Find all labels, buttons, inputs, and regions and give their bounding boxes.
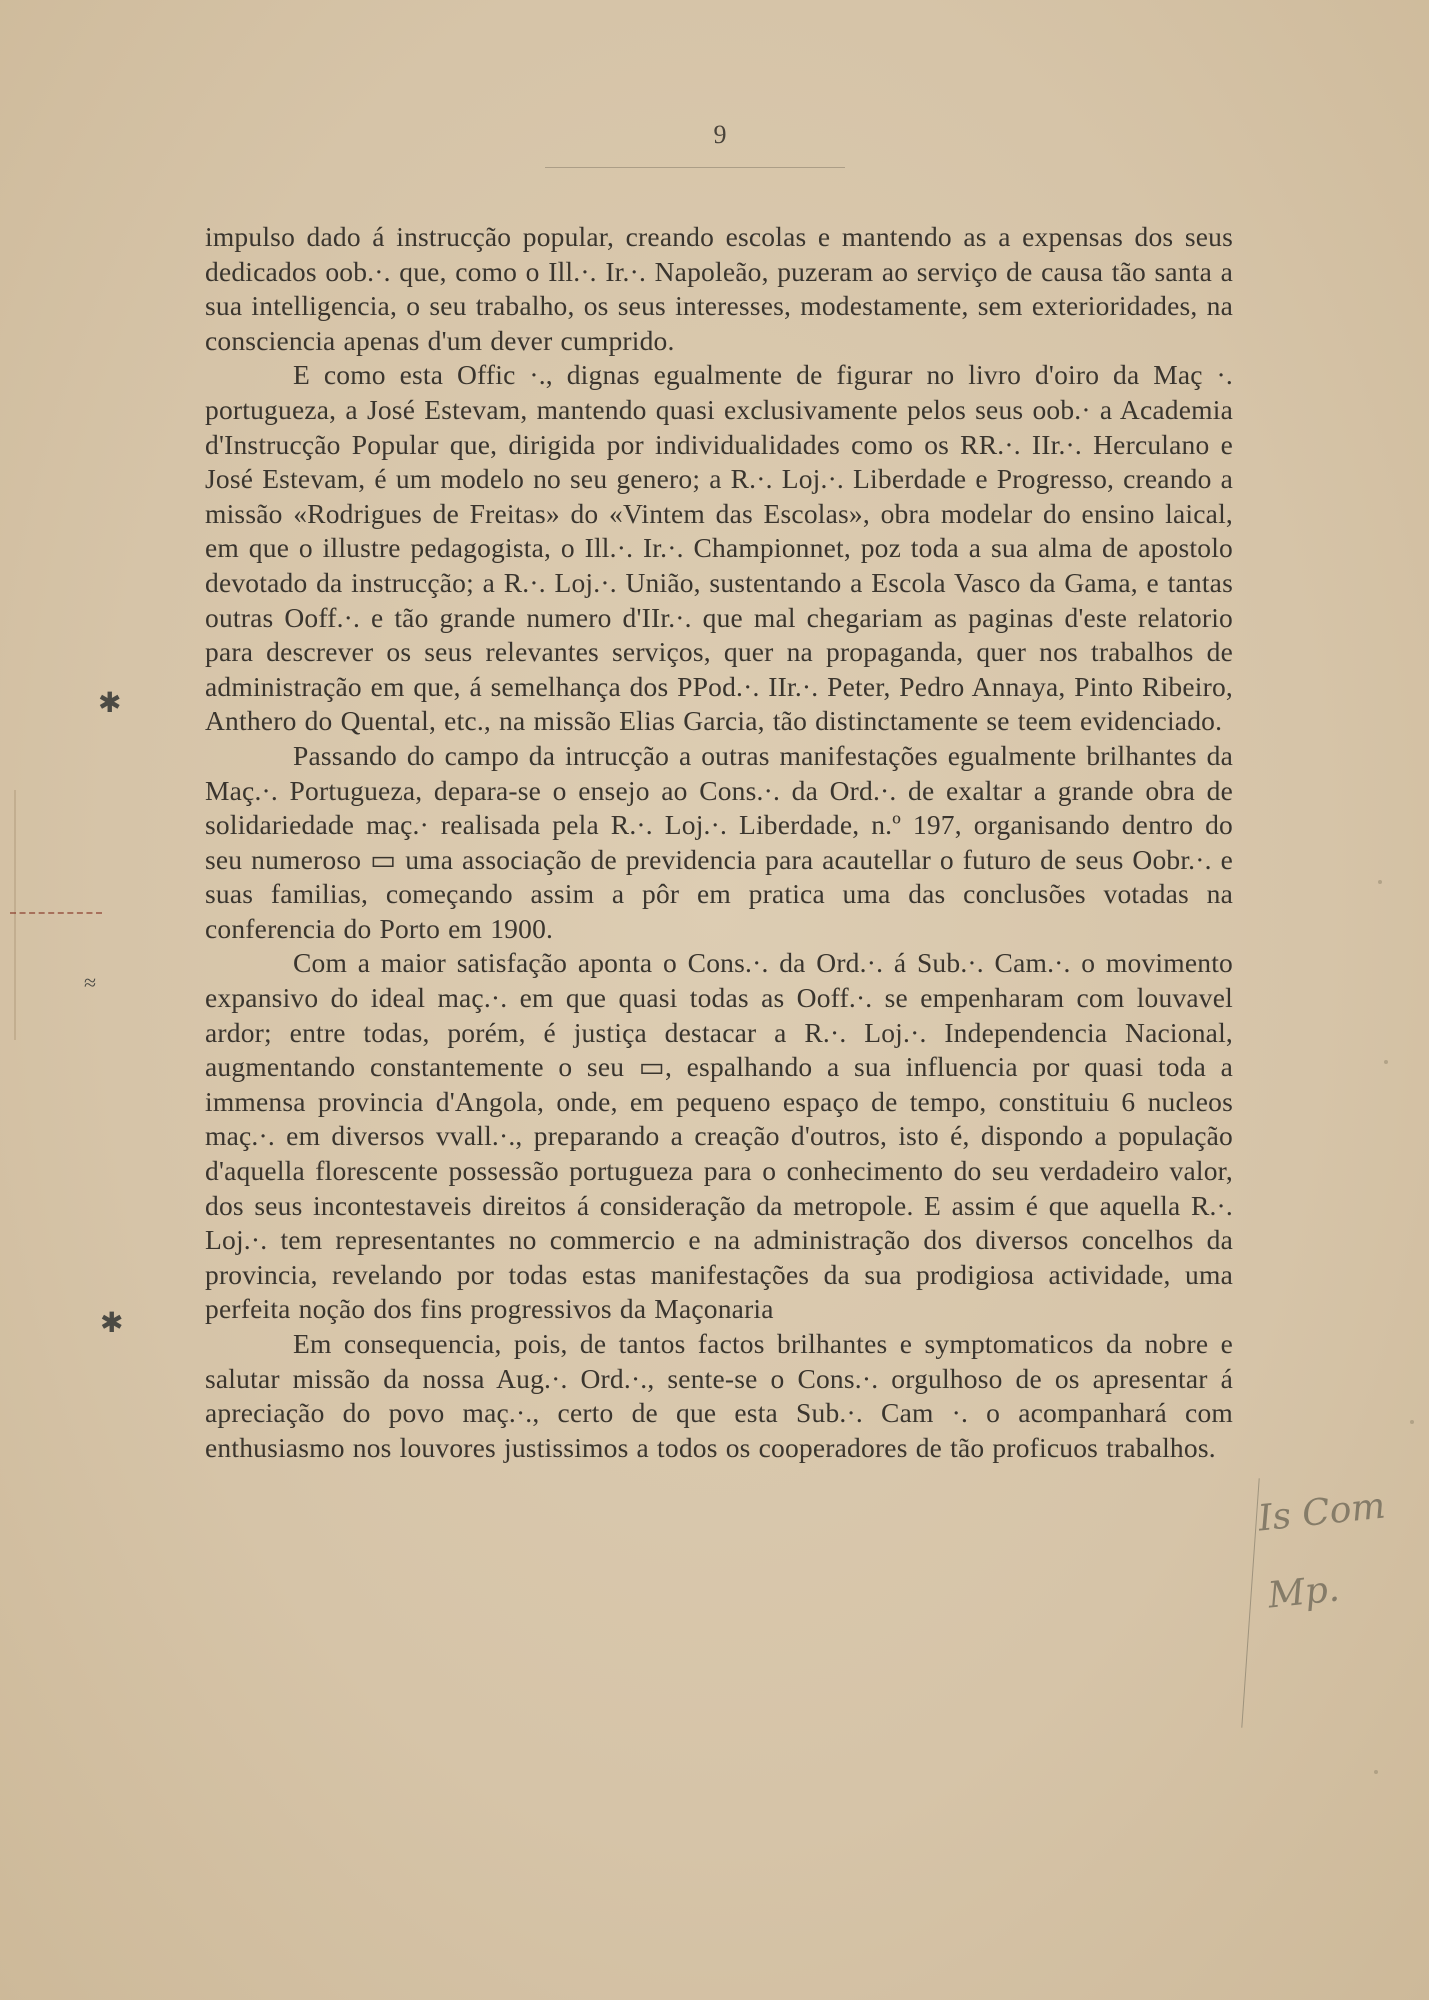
margin-mark-3: ✱: [100, 1308, 124, 1339]
binding-edge: [0, 790, 16, 1040]
margin-rule: [10, 912, 102, 914]
body-text: [205, 220, 1233, 1465]
paragraph-4: Com a maior satisfação aponta o Cons.·. da Ord.·. á Sub.·. Cam.·. o movimento expansivo do ideal maç.·. em que quasi todas as Ooff.·. se empenharam com louvavel ardor; entre todas, porém, é justiça destacar a R.·. Loj.·. Independencia Nacional, augmentando constantemente o seu ▭, espalhando a sua influencia por quasi toda a immensa provincia d'Angola, onde, em pequeno espaço de tempo, constituiu 6 nucleos maç.·. em diversos vvall.·., preparando a creação d'outros, isto é, dispondo a população d'aquella florescente possessão portugueza para o conhecimento do seu verdadeiro valor, dos seus incontestaveis direitos á consideração da metropole. E assim é que aquella R.·. Loj.·. tem representantes no commercio e na administração dos diversos concelhos da provincia, revelando por todas estas manifestações da sua prodigiosa actividade, uma perfeita noção dos fins progressivos da Maçonaria: [205, 947, 1233, 1325]
paragraph-1: impulso dado á instrucção popular, creando escolas e mantendo as a expensas dos seus dedicados oob.·. que, como o Ill.·. Ir.·. Napoleão, puzeram ao serviço de causa tão santa a sua intelligencia, o seu trabalho, os seus interesses, modestamente, sem exterioridades, na consciencia apenas d'um dever cumprido.: [205, 221, 1233, 356]
paper-speck: [1374, 1770, 1378, 1774]
margin-bracket: [1241, 1478, 1259, 1727]
paragraph-3: Passando do campo da intrucção a outras manifestações egualmente brilhantes da Maç.·. Portugueza, depara-se o ensejo ao Cons.·. da Ord.·. de exaltar a grande obra de solidariedade maç.· realisada pela R.·. Loj.·. Liberdade, n.º 197, organisando dentro do seu numeroso ▭ uma associação de previdencia para acautellar o futuro de seus Oobr.·. e suas familias, começando assim a pôr em pratica uma das conclusões votadas na conferencia do Porto em 1900.: [205, 739, 1233, 944]
paragraph-5: Em consequencia, pois, de tantos factos brilhantes e symptomaticos da nobre e salutar missão da nossa Aug.·. Ord.·., sente-se o Cons.·. orgulhoso de os apresentar á apreciação do povo maç.·., certo de que esta Sub.·. Cam ·. o acompanhará com enthusiasmo nos louvores justissimos a todos os cooperadores de tão proficuos trabalhos.: [205, 1328, 1233, 1463]
margin-mark-2: ≈: [84, 970, 97, 995]
paper-speck: [1384, 1060, 1388, 1064]
page-number: 9: [713, 120, 727, 149]
paragraph-2: E como esta Offic ·., dignas egualmente de figurar no livro d'oiro da Maç ·. portugueza, a José Estevam, mantendo quasi exclusivamente pelos seus oob.· a Academia d'Instrucção Popular que, dirigida por individualidades como os RR.·. IIr.·. Herculano e José Estevam, é um modelo no seu genero; a R.·. Loj.·. Liberdade e Progresso, creando a missão «Rodrigues de Freitas» do «Vintem das Escolas», obra modelar do ensino laical, em que o illustre pedagogista, o Ill.·. Ir.·. Championnet, poz toda a sua alma de apostolo devotado da instrucção; a R.·. Loj.·. União, sustentando a Escola Vasco da Gama, e tantas outras Ooff.·. e tão grande numero d'IIr.·. que mal chegariam as paginas d'este relatorio para descrever os seus relevantes serviços, quer na propaganda, quer nos trabalhos de administração em que, á semelhança dos PPod.·. IIr.·. Peter, Pedro Annaya, Pinto Ribeiro, Anthero do Quental, etc., na missão Elias Garcia, tão distinctamente se teem evidenciado.: [205, 359, 1233, 737]
margin-note-1: Is Com: [1256, 1485, 1388, 1540]
header-rule: [545, 167, 845, 168]
margin-note-2: Mp.: [1266, 1568, 1342, 1617]
paper-speck: [1410, 1420, 1414, 1424]
paper-speck: [1378, 880, 1382, 884]
margin-mark-1: ✱: [98, 688, 122, 719]
